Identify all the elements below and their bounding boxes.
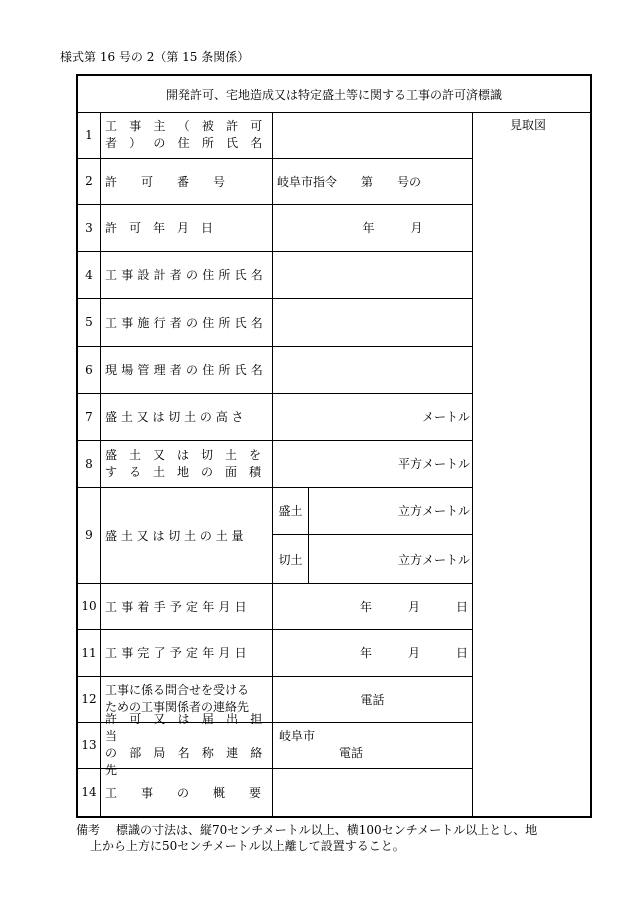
row-label-line: 者 ） の 住 所 氏 名 bbox=[105, 136, 267, 150]
row-label-line: す る 土 地 の 面 積 bbox=[105, 464, 262, 479]
row-label bbox=[101, 112, 272, 158]
contact-phone-value: 電話 bbox=[360, 692, 385, 707]
row-label-line: の 部 局 名 称 連 絡 先 bbox=[105, 746, 267, 777]
permit-date-value: 年 月 bbox=[362, 221, 423, 235]
permit-number-value: 岐阜市指令 第 号の bbox=[277, 174, 422, 189]
fill-height-value: メートル bbox=[421, 410, 470, 424]
cut-volume-value: 立方メートル bbox=[397, 552, 470, 567]
start-date-value: 年 月 日 bbox=[359, 599, 468, 614]
footnote bbox=[76, 822, 606, 854]
row-number: 3 bbox=[85, 220, 93, 235]
row-number: 4 bbox=[85, 267, 93, 282]
row-label-line: ための工事関係者の連絡先 bbox=[105, 700, 250, 714]
table-title: 開発許可、宅地造成又は特定盛土等に関する工事の許可済標識 bbox=[78, 76, 590, 113]
col-divider bbox=[472, 112, 473, 816]
row-number: 6 bbox=[85, 362, 93, 377]
row-label-line: 工 事 主 （ 被 許 可 bbox=[105, 119, 267, 133]
row-label-line: 盛 土 又 は 切 土 を bbox=[105, 447, 262, 462]
form-reference: 様式第 16 号の 2（第 15 条関係） bbox=[60, 50, 250, 64]
row-number: 1 bbox=[85, 128, 93, 142]
row-label-line: 許 可 又 は 届 出 担 当 bbox=[105, 712, 267, 743]
row-number: 2 bbox=[85, 174, 93, 188]
row-label: 許 可 番 号 bbox=[105, 174, 226, 189]
row-label: 盛 土 又 は 切 土 の 土 量 bbox=[105, 528, 244, 543]
footnote-head: 備考 bbox=[76, 823, 101, 837]
row-label: 許 可 年 月 日 bbox=[105, 221, 214, 235]
row-number: 8 bbox=[85, 456, 93, 471]
fill-volume-value: 立方メートル bbox=[397, 504, 470, 518]
permit-sign-table bbox=[76, 74, 592, 818]
row-label: 盛 土 又 は 切 土 の 高 さ bbox=[105, 410, 244, 424]
footnote-text-cont: 上から上方に50センチメートル以上離して設置すること。 bbox=[90, 839, 405, 853]
row-number: 10 bbox=[81, 599, 97, 613]
row-label: 工 事 の 概 要 bbox=[105, 785, 262, 800]
row-label bbox=[101, 712, 272, 777]
footnote-text: 標識の寸法は、縦70センチメートル以上、横100センチメートル以上とし、地 bbox=[116, 823, 538, 837]
sketch-label: 見取図 bbox=[510, 118, 547, 132]
phone-label: 電話 bbox=[339, 746, 364, 760]
row-number: 14 bbox=[81, 785, 97, 799]
row-label-line: 工事に係る問合せを受ける bbox=[105, 683, 250, 697]
sub-label-fill: 盛土 bbox=[278, 504, 303, 518]
row-label: 工事着手予定年月日 bbox=[105, 599, 251, 614]
land-area-value: 平方メートル bbox=[397, 457, 470, 471]
row-number: 7 bbox=[85, 409, 93, 424]
row-label bbox=[101, 440, 272, 487]
row-number: 12 bbox=[81, 692, 97, 706]
row-label: 現場管理者の住所氏名 bbox=[105, 363, 268, 377]
row-label: 工事設計者の住所氏名 bbox=[105, 268, 268, 282]
sub-label-cut: 切土 bbox=[278, 552, 303, 567]
row-number: 11 bbox=[81, 645, 97, 660]
end-date-value: 年 月 日 bbox=[359, 646, 468, 660]
row-number: 13 bbox=[81, 738, 97, 752]
row-number: 9 bbox=[85, 528, 93, 542]
row-label: 工事完了予定年月日 bbox=[105, 646, 251, 660]
department-contact-value bbox=[273, 722, 472, 768]
row-label: 工事施行者の住所氏名 bbox=[105, 315, 268, 330]
city-name: 岐阜市 bbox=[279, 729, 316, 743]
row-number: 5 bbox=[85, 315, 93, 329]
